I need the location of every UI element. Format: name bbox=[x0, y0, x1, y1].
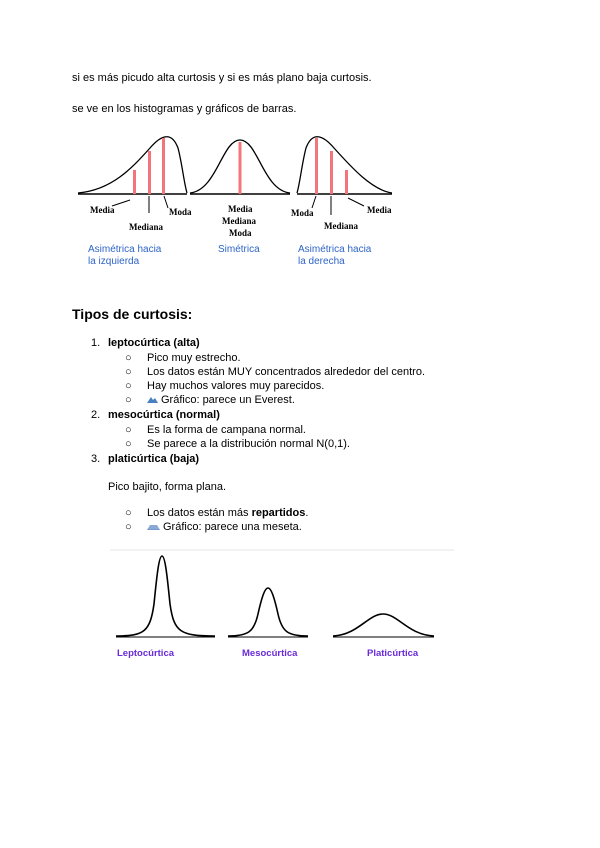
left-caption-2: la izquierda bbox=[88, 256, 140, 267]
label-platicurtica: Platicúrtica bbox=[367, 648, 419, 659]
item-1-bullet-4: ○ Gráfico: parece un Everest. bbox=[125, 394, 295, 406]
right-label-moda: Moda bbox=[291, 208, 314, 218]
intro-line-1: si es más picudo alta curtosis y si es más plano baja curtosis. bbox=[72, 72, 372, 84]
item-1-title: leptocúrtica (alta) bbox=[108, 337, 200, 349]
right-label-media: Media bbox=[367, 205, 392, 215]
item-3-bullet-2: ○ Gráfico: parece una meseta. bbox=[125, 521, 302, 533]
item-1-bullet-3: ○ Hay muchos valores muy parecidos. bbox=[125, 380, 325, 392]
item-2-number: 2. bbox=[91, 409, 101, 421]
media-bar-left bbox=[133, 170, 136, 194]
section-title: Tipos de curtosis: bbox=[72, 306, 193, 322]
item-3-number: 3. bbox=[91, 453, 101, 465]
item-3-title: platicúrtica (baja) bbox=[108, 453, 200, 465]
leptokurtic-curve bbox=[116, 556, 215, 637]
left-label-media: Media bbox=[90, 205, 115, 215]
media-bar-right bbox=[345, 170, 348, 194]
left-label-mediana: Mediana bbox=[129, 222, 164, 232]
left-label-moda: Moda bbox=[169, 207, 192, 217]
kurtosis-figure bbox=[108, 544, 456, 664]
item-2-bullet-1: ○ Es la forma de campana normal. bbox=[125, 424, 306, 436]
plateau-icon bbox=[147, 521, 163, 533]
moda-bar-right bbox=[315, 138, 318, 194]
right-caption-2: la derecha bbox=[298, 256, 345, 267]
moda-bar-left bbox=[162, 138, 165, 194]
platykurtic-curve bbox=[333, 614, 434, 637]
right-skew-panel bbox=[291, 137, 392, 267]
center-label-moda: Moda bbox=[229, 228, 252, 238]
left-caption-1: Asimétrica hacia bbox=[88, 244, 162, 255]
item-1-number: 1. bbox=[91, 337, 101, 349]
symmetric-panel bbox=[190, 140, 290, 255]
item-3-paragraph: Pico bajito, forma plana. bbox=[108, 481, 227, 493]
right-caption-1: Asimétrica hacia bbox=[298, 244, 372, 255]
mountain-icon bbox=[147, 394, 161, 406]
item-2-bullet-2: ○ Se parece a la distribución normal N(0,1). bbox=[125, 438, 350, 450]
mediana-bar-right bbox=[330, 151, 333, 194]
item-3-bullet-1: ○ Los datos están más repartidos. bbox=[125, 507, 309, 519]
mesokurtic-curve bbox=[228, 588, 308, 637]
mediana-bar-left bbox=[148, 151, 151, 194]
item-1-bullet-1: ○ Pico muy estrecho. bbox=[125, 352, 241, 364]
center-label-mediana: Mediana bbox=[222, 216, 257, 226]
skewness-figure bbox=[72, 118, 412, 278]
label-mesocurtica: Mesocúrtica bbox=[242, 648, 298, 659]
right-label-mediana: Mediana bbox=[324, 221, 359, 231]
left-skew-panel bbox=[78, 137, 192, 267]
item-2-title: mesocúrtica (normal) bbox=[108, 409, 220, 421]
item-1-bullet-2: ○ Los datos están MUY concentrados alrededor del centro. bbox=[125, 366, 426, 378]
center-label-media: Media bbox=[228, 204, 253, 214]
center-caption: Simétrica bbox=[218, 244, 260, 255]
label-leptocurtica: Leptocúrtica bbox=[117, 648, 175, 659]
intro-line-2: se ve en los histogramas y gráficos de barras. bbox=[72, 103, 297, 115]
center-bar bbox=[239, 142, 242, 194]
